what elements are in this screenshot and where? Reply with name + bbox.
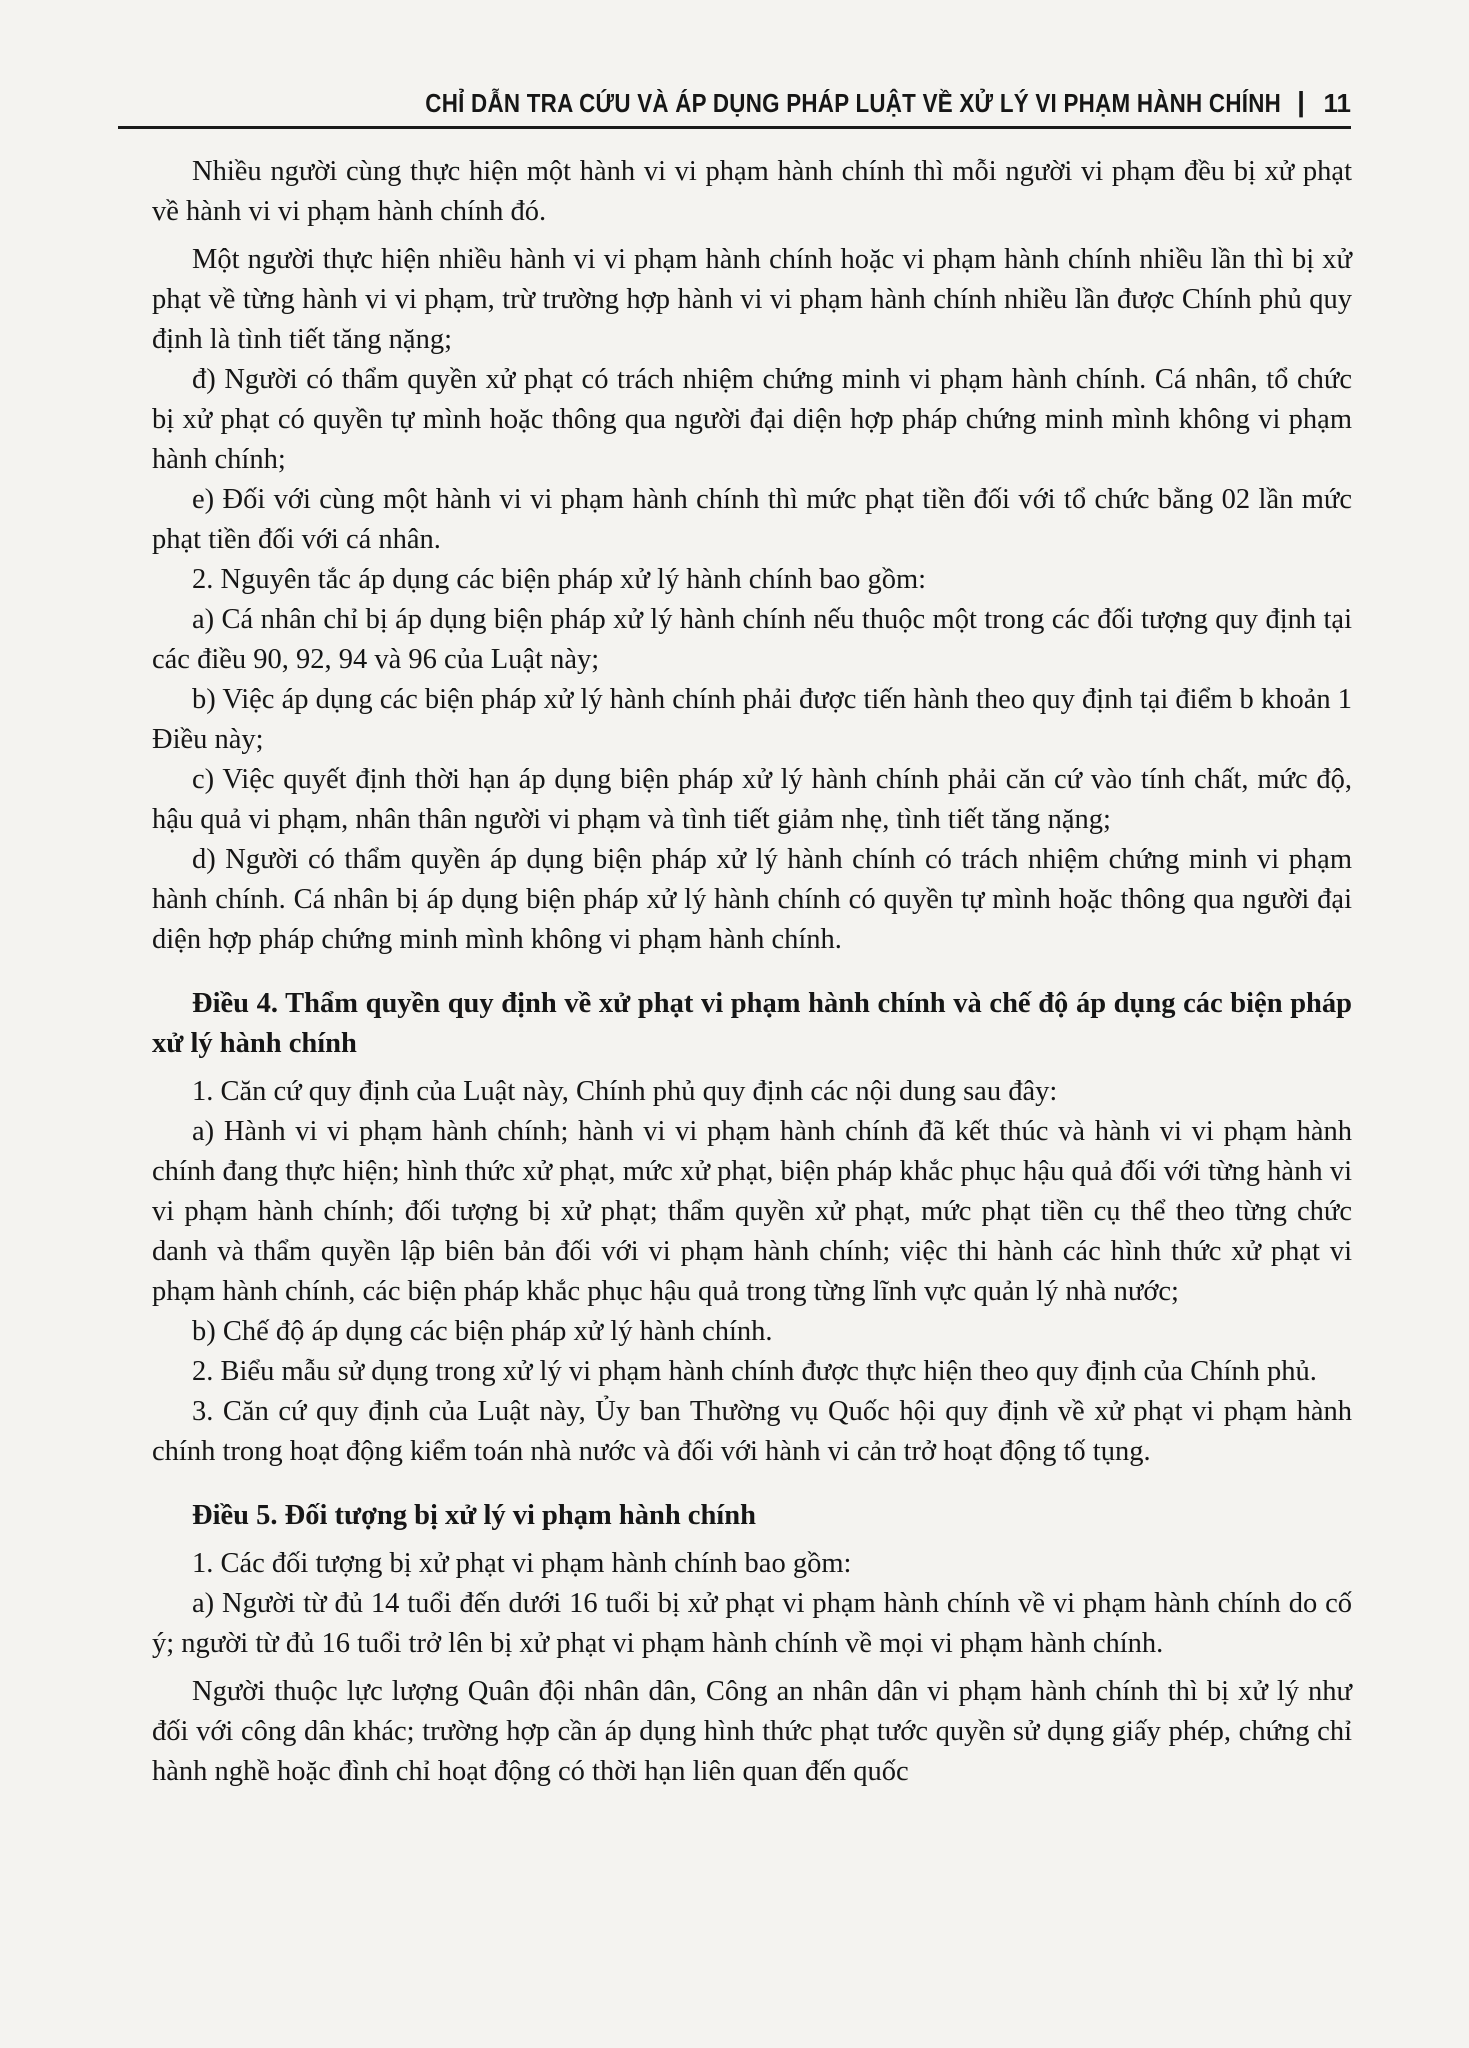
paragraph: d) Người có thẩm quyền áp dụng biện pháp xử lý hành chính có trách nhiệm chứng minh vi phạm hành chính. Cá nhân bị áp dụng biện pháp xử lý hành chính có quyền tự mình hoặc thông qua người đại diện hợp pháp chứng minh mình không vi phạm hành chính.: [152, 844, 1352, 955]
paragraph: b) Việc áp dụng các biện pháp xử lý hành chính phải được tiến hành theo quy định tại điểm b khoản 1 Điều này;: [152, 684, 1352, 755]
paragraph: Người thuộc lực lượng Quân đội nhân dân, Công an nhân dân vi phạm hành chính thì bị xử lý như đối với công dân khác; trường hợp cần áp dụng hình thức phạt tước quyền sử dụng giấy phép, chứng chỉ hành nghề hoặc đình chỉ hoạt động có thời hạn liên quan đến quốc: [152, 1676, 1352, 1787]
article-heading: Điều 4. Thẩm quyền quy định về xử phạt vi phạm hành chính và chế độ áp dụng các biện pháp xử lý hành chính: [152, 988, 1352, 1059]
paragraph: b) Chế độ áp dụng các biện pháp xử lý hành chính.: [192, 1316, 773, 1347]
paragraph: a) Người từ đủ 14 tuổi đến dưới 16 tuổi bị xử phạt vi phạm hành chính về vi phạm hành chính do cố ý; người từ đủ 16 tuổi trở lên bị xử phạt vi phạm hành chính về mọi vi phạm hành chính.: [152, 1588, 1352, 1659]
article-heading: Điều 5. Đối tượng bị xử lý vi phạm hành chính: [192, 1500, 756, 1531]
paragraph: Nhiều người cùng thực hiện một hành vi vi phạm hành chính thì mỗi người vi phạm đều bị xử phạt về hành vi vi phạm hành chính đó.: [152, 156, 1352, 227]
paragraph: 3. Căn cứ quy định của Luật này, Ủy ban Thường vụ Quốc hội quy định về xử phạt vi phạm hành chính trong hoạt động kiểm toán nhà nước và đối với hành vi cản trở hoạt động tố tụng.: [152, 1396, 1352, 1467]
running-header: [118, 86, 1351, 129]
paragraph: 2. Nguyên tắc áp dụng các biện pháp xử lý hành chính bao gồm:: [192, 564, 927, 595]
paragraph: 1. Căn cứ quy định của Luật này, Chính phủ quy định các nội dung sau đây:: [192, 1076, 1058, 1107]
header-separator: |: [1297, 86, 1305, 117]
paragraph: đ) Người có thẩm quyền xử phạt có trách nhiệm chứng minh vi phạm hành chính. Cá nhân, tổ chức bị xử phạt có quyền tự mình hoặc thông qua người đại diện hợp pháp chứng minh mình không vi phạm hành chính;: [152, 364, 1352, 475]
paragraph: c) Việc quyết định thời hạn áp dụng biện pháp xử lý hành chính phải căn cứ vào tính chất, mức độ, hậu quả vi phạm, nhân thân người vi phạm và tình tiết giảm nhẹ, tình tiết tăng nặng;: [152, 764, 1352, 835]
body-text: [152, 152, 1352, 1792]
page-number: 11: [1323, 88, 1351, 118]
paragraph: Một người thực hiện nhiều hành vi vi phạm hành chính hoặc vi phạm hành chính nhiều lần thì bị xử phạt về từng hành vi vi phạm, trừ trường hợp hành vi vi phạm hành chính nhiều lần được Chính phủ quy định là tình tiết tăng nặng;: [152, 244, 1352, 355]
paragraph: e) Đối với cùng một hành vi vi phạm hành chính thì mức phạt tiền đối với tổ chức bằng 02 lần mức phạt tiền đối với cá nhân.: [152, 484, 1352, 555]
paragraph: 2. Biểu mẫu sử dụng trong xử lý vi phạm hành chính được thực hiện theo quy định của Chính phủ.: [192, 1356, 1317, 1387]
header-title: CHỈ DẪN TRA CỨU VÀ ÁP DỤNG PHÁP LUẬT VỀ XỬ LÝ VI PHẠM HÀNH CHÍNH: [425, 88, 1281, 118]
paragraph: 1. Các đối tượng bị xử phạt vi phạm hành chính bao gồm:: [192, 1548, 852, 1579]
paragraph: a) Cá nhân chỉ bị áp dụng biện pháp xử lý hành chính nếu thuộc một trong các đối tượng quy định tại các điều 90, 92, 94 và 96 của Luật này;: [152, 604, 1352, 675]
paragraph: a) Hành vi vi phạm hành chính; hành vi vi phạm hành chính đã kết thúc và hành vi vi phạm hành chính đang thực hiện; hình thức xử phạt, mức xử phạt, biện pháp khắc phục hậu quả đối với từng hành vi vi phạm hành chính; đối tượng bị xử phạt; thẩm quyền xử phạt, mức phạt tiền cụ thể theo từng chức danh và thẩm quyền lập biên bản đối với vi phạm hành chính; việc thi hành các hình thức xử phạt vi phạm hành chính, các biện pháp khắc phục hậu quả trong từng lĩnh vực quản lý nhà nước;: [152, 1116, 1352, 1307]
